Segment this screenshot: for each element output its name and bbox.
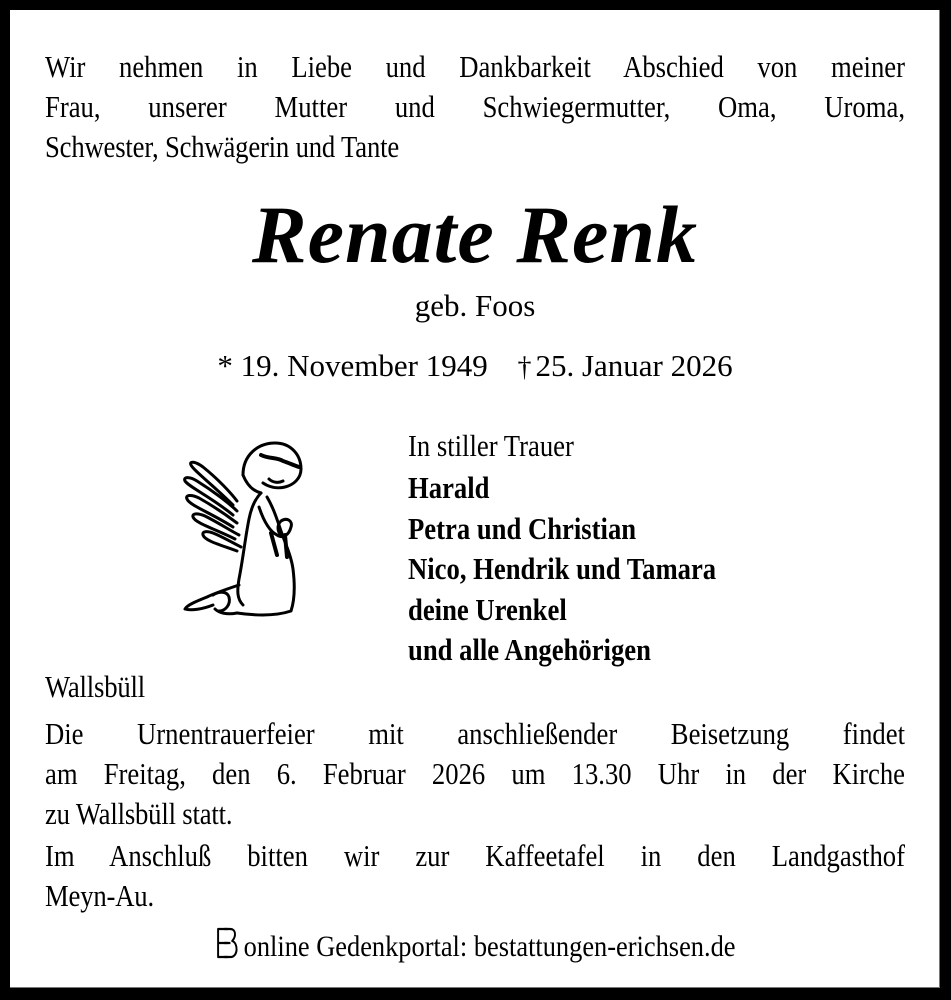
portal-link[interactable]: online Gedenkportal: bestattungen-erichsen.de: [243, 930, 736, 963]
mourner-name: und alle Angehörigen: [408, 632, 651, 667]
footer-portal: [10, 927, 940, 967]
ceremony-line-2: am Freitag, den 6. Februar 2026 um 13.30 Uhr in der Kirche: [45, 756, 905, 791]
mourner-name: Nico, Hendrik und Tamara: [408, 551, 717, 586]
mourner-name: Harald: [408, 470, 490, 505]
ceremony-line-1: Die Urnentrauerfeier mit anschließender Beisetzung findet: [45, 716, 905, 751]
deceased-name: Renate Renk: [251, 189, 699, 280]
ceremony-line-3: zu Wallsbüll statt.: [45, 796, 233, 831]
praying-angel-icon: [173, 435, 313, 635]
death-symbol: †: [517, 352, 532, 383]
birth-symbol: *: [217, 348, 233, 383]
intro-line-2: Frau, unserer Mutter und Schwiegermutter, Oma, Uroma,: [45, 89, 905, 124]
eb-logo-icon: [215, 927, 240, 959]
footer-inner: [215, 927, 735, 967]
mourners-intro: In stiller Trauer: [408, 428, 574, 463]
obituary-notice: [10, 10, 940, 988]
birth-date: 19. November 1949: [240, 348, 488, 383]
intro-line-3: Schwester, Schwägerin und Tante: [45, 129, 400, 164]
reception-line-2: Meyn-Au.: [45, 878, 154, 913]
mourner-name: Petra und Christian: [408, 510, 637, 546]
location: Wallsbüll: [45, 669, 145, 704]
death-date: 25. Januar 2026: [535, 348, 733, 383]
intro-line-1: Wir nehmen in Liebe und Dankbarkeit Abschied von meiner: [45, 49, 905, 84]
life-dates: [10, 346, 940, 388]
mourners-block: [408, 426, 766, 671]
maiden-name: geb. Foos: [414, 288, 536, 323]
reception-line-1: Im Anschluß bitten wir zur Kaffeetafel in den Landgasthof: [45, 838, 905, 873]
mourner-name: deine Urenkel: [408, 591, 567, 627]
